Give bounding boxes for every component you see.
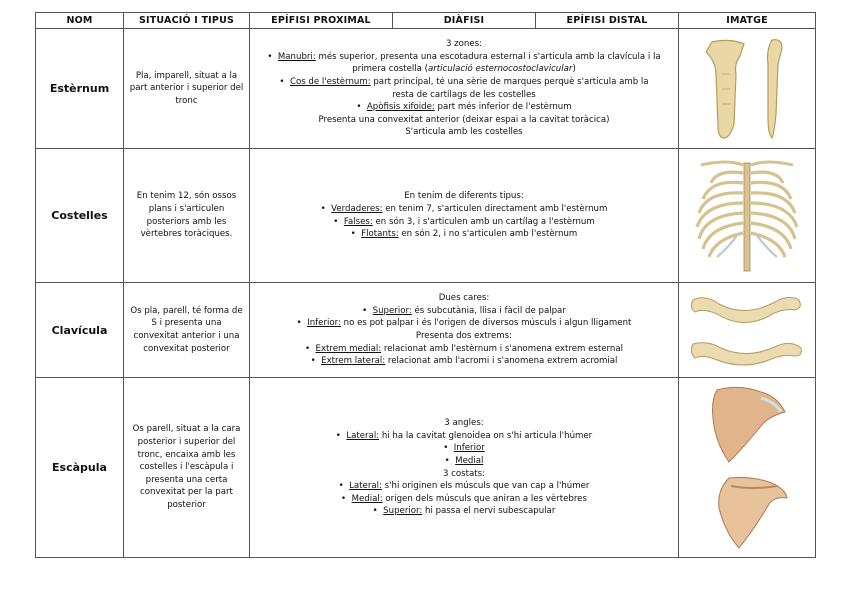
sternum-line-articula: S'articula amb les costelles (405, 127, 523, 138)
scapula-situation: Os parell, situat a la cara posterior i superior del tronc, encaixa amb les costelles i l'escàpula i presenta una certa convexitat per la part posterior (124, 378, 250, 558)
clavicle-situation: Os pla, parell, té forma de S i presenta una convexitat anterior i una convexitat posterior (124, 283, 250, 378)
scapula-angle-inferior (252, 442, 676, 455)
term-side-superior: Superior: (383, 506, 423, 517)
text-manubri-end: ) (572, 64, 576, 75)
ribs-bullet-verdaderes (252, 203, 676, 216)
scapula-angle-medial (252, 455, 676, 468)
text-falses: en són 3, i s'articulen amb un cartílag a l'estèrnum (372, 216, 595, 227)
row-clavicle (36, 283, 816, 378)
sternum-image-cell (679, 29, 816, 149)
bullet-icon: • (279, 76, 285, 87)
text-side-medial: origen dels músculs que aniran a les vèrtebres (382, 493, 587, 504)
clavicle-mid: Presenta dos extrems: (415, 331, 513, 341)
sternum-illustration (692, 34, 802, 144)
text-xifoide: part més inferior de l'estèrnum (434, 102, 572, 113)
scapula-intro: 3 angles: (444, 418, 484, 429)
scapula-illustration (699, 382, 795, 554)
bullet-icon: • (356, 102, 362, 113)
scapula-mid: 3 costats: (442, 468, 486, 479)
ribs-bullet-falses (252, 216, 676, 229)
term-extrem-medial: Extrem medial: (315, 343, 382, 354)
clavicle-intro: Dues cares: (438, 293, 490, 304)
header-row (36, 13, 816, 29)
term-side-medial: Medial: (351, 493, 383, 504)
scapula-name: Escàpula (36, 378, 124, 558)
bullet-icon: • (320, 203, 326, 214)
text-extrem-medial: relacionat amb l'estèrnum i s'anomena extrem esternal (381, 343, 624, 354)
row-scapula (36, 378, 816, 558)
bullet-icon: • (335, 430, 341, 441)
ribs-intro: En tenim de diferents tipus: (404, 191, 524, 202)
header-distal: EPÍFISI DISTAL (536, 13, 679, 29)
term-inferior: Inferior: (307, 318, 341, 329)
ribs-bullet-flotants (252, 228, 676, 241)
header-diafisi: DIÀFISI (393, 13, 536, 29)
sternum-bullet-cos (252, 76, 676, 101)
term-side-lateral: Lateral: (349, 481, 382, 492)
text-flotants: en són 2, i no s'articulen amb l'estèrnum (398, 229, 578, 240)
ribs-image-cell (679, 149, 816, 283)
text-manubri: més superior, presenta una escotadura esternal i s'articula amb la clavícula i la primera costella ( (315, 51, 661, 75)
clavicle-bullet-superior (252, 305, 676, 318)
bullet-icon: • (341, 493, 347, 504)
term-manubri: Manubri: (277, 51, 316, 62)
sternum-bullet-manubri (252, 51, 676, 76)
text-superior: és subcutània, llisa i fàcil de palpar (411, 305, 566, 316)
bullet-icon: • (267, 51, 273, 62)
scapula-image-cell (679, 378, 816, 558)
term-verdaderes: Verdaderes: (331, 203, 383, 214)
bone-table (35, 12, 816, 558)
text-side-lateral: s'hi originen els músculs que van cap a l'húmer (381, 481, 590, 492)
ribs-description (250, 149, 679, 283)
sternum-line-convexitat: Presenta una convexitat anterior (deixar espai a la cavitat toràcica) (318, 114, 610, 125)
header-imatge: IMATGE (679, 13, 816, 29)
italic-articulacio: articulació esternocostoclavicular (428, 64, 573, 75)
bullet-icon: • (443, 443, 449, 454)
clavicle-description (250, 283, 679, 378)
bullet-icon: • (350, 229, 356, 240)
bullet-icon: • (333, 216, 339, 227)
text-extrem-lateral: relacionat amb l'acromi i s'anomena extrem acromial (385, 356, 618, 367)
ribs-situation: En tenim 12, són ossos plans i s'articulen posteriors amb les vèrtebres toràciques. (124, 149, 250, 283)
term-superior: Superior: (372, 305, 412, 316)
bullet-icon: • (362, 305, 368, 316)
clavicle-name: Clavícula (36, 283, 124, 378)
row-ribs (36, 149, 816, 283)
term-falses: Falses: (343, 216, 373, 227)
scapula-angle-lateral (252, 430, 676, 443)
row-sternum (36, 29, 816, 149)
ribs-name: Costelles (36, 149, 124, 283)
clavicle-bullet-medial (252, 343, 676, 356)
header-nom: NOM (36, 13, 124, 29)
bullet-icon: • (304, 343, 311, 354)
header-situacio: SITUACIÓ I TIPUS (124, 13, 250, 29)
bone-table-sheet (35, 12, 815, 558)
bullet-icon: • (444, 455, 450, 466)
term-extrem-lateral: Extrem lateral: (321, 356, 386, 367)
sternum-intro: 3 zones: (445, 39, 483, 50)
sternum-description (250, 29, 679, 149)
header-proximal: EPÍFISI PROXIMAL (250, 13, 393, 29)
term-angle-medial: Medial (455, 455, 484, 466)
clavicle-image-cell (679, 283, 816, 378)
sternum-situation: Pla, imparell, situat a la part anterior i superior del tronc (124, 29, 250, 149)
sternum-bullet-xifoide (252, 101, 676, 114)
term-flotants: Flotants: (361, 229, 399, 240)
term-angle-inferior: Inferior (453, 443, 485, 454)
text-angle-lateral: hi ha la cavitat glenoidea on s'hi articula l'húmer (379, 430, 593, 441)
text-inferior: no es pot palpar i és l'origen de diversos músculs i algun lligament (340, 318, 632, 329)
bullet-icon: • (296, 318, 302, 329)
bullet-icon: • (372, 506, 378, 517)
scapula-description (250, 378, 679, 558)
clavicle-illustration (685, 286, 809, 374)
bullet-icon: • (338, 481, 344, 492)
text-side-superior: hi passa el nervi subescapular (422, 506, 556, 517)
clavicle-bullet-lateral (252, 355, 676, 368)
scapula-side-superior (252, 505, 676, 518)
scapula-side-lateral (252, 480, 676, 493)
clavicle-bullet-inferior (252, 317, 676, 330)
bullet-icon: • (310, 356, 316, 367)
term-cos: Cos de l'estèrnum: (289, 76, 371, 87)
term-xifoide: Apòfisis xifoide: (366, 102, 435, 113)
text-cos: part principal, té una sèrie de marques perquè s'articula amb la resta de cartílags de les costelles (370, 76, 649, 100)
term-angle-lateral: Lateral: (346, 430, 380, 441)
text-verdaderes: en tenim 7, s'articulen directament amb l'estèrnum (382, 203, 608, 214)
sternum-name: Estèrnum (36, 29, 124, 149)
ribcage-illustration (687, 153, 807, 279)
scapula-side-medial (252, 493, 676, 506)
